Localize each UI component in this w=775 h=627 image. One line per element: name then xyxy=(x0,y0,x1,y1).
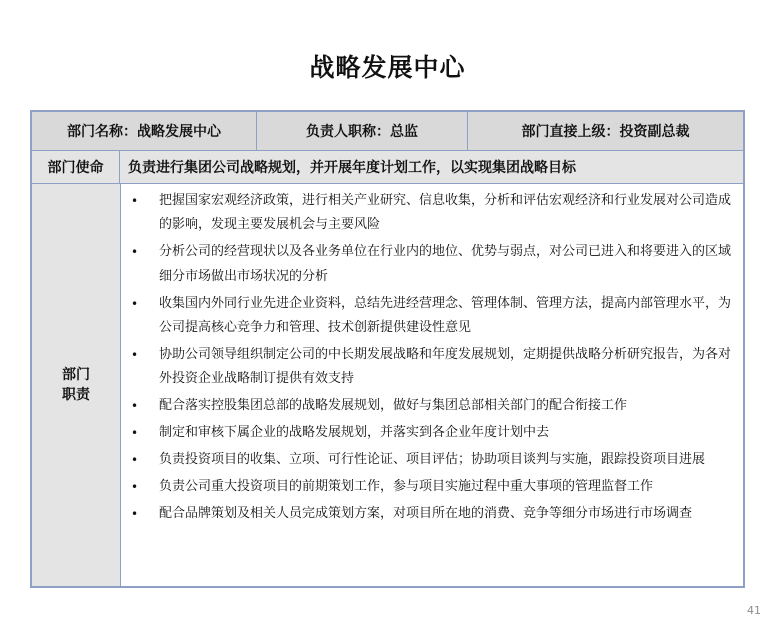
bullet-icon: • xyxy=(131,347,139,362)
duty-text: 配合落实控股集团总部的战略发展规划，做好与集团总部相关部门的配合衔接工作 xyxy=(159,398,628,414)
duty-text: 配合品牌策划及相关人员完成策划方案，对项目所在地的消费、竞争等细分市场进行市场调查 xyxy=(159,505,693,521)
bullet-icon: • xyxy=(131,245,139,260)
bullet-icon: • xyxy=(131,506,139,521)
list-item xyxy=(129,343,739,392)
list-item xyxy=(129,448,739,472)
duty-text: 把握国家宏观经济政策，进行相关产业研究、信息收集，分析和评估宏观经济和行业发展对公司造成的影响，发现主要发展机会与主要风险 xyxy=(159,193,732,233)
duty-text: 分析公司的经营现状以及各业务单位在行业内的地位、优势与弱点，对公司已进入和将要进入的区域细分市场做出市场状况的分析 xyxy=(159,244,732,284)
department-table xyxy=(30,110,745,588)
bullet-icon: • xyxy=(131,399,139,414)
bullet-icon: • xyxy=(131,453,139,468)
bullet-icon: • xyxy=(131,479,139,494)
header-row xyxy=(32,112,743,151)
bullet-icon: • xyxy=(131,194,139,208)
duties-label-line2: 职责 xyxy=(62,387,90,403)
list-item xyxy=(129,189,739,238)
department-name-cell: 部门名称：战略发展中心 xyxy=(67,124,221,140)
bullet-icon: • xyxy=(131,296,139,311)
list-item xyxy=(129,240,739,289)
head-title-cell: 负责人职称：总监 xyxy=(256,112,467,150)
duties-list xyxy=(121,184,743,586)
page-title: 战略发展中心 xyxy=(309,53,466,82)
duties-label-line1: 部门 xyxy=(62,367,90,383)
mission-label: 部门使命 xyxy=(32,151,120,183)
page-number: 41 xyxy=(747,604,761,617)
duty-text: 协助公司领导组织制定公司的中长期发展战略和年度发展规划，定期提供战略分析研究报告，为各对外投资企业战略制订提供有效支持 xyxy=(159,346,732,387)
list-item xyxy=(129,394,739,418)
duties-label xyxy=(32,184,121,586)
mission-row xyxy=(32,151,743,184)
duty-text: 负责公司重大投资项目的前期策划工作，参与项目实施过程中重大事项的管理监督工作 xyxy=(159,478,654,494)
mission-text: 负责进行集团公司战略规划，并开展年度计划工作，以实现集团战略目标 xyxy=(128,160,576,176)
duty-text: 制定和审核下属企业的战略发展规划，并落实到各企业年度计划中去 xyxy=(159,425,550,441)
duties-row xyxy=(32,184,743,586)
list-item xyxy=(129,502,739,526)
duty-text: 负责投资项目的收集、立项、可行性论证、项目评估；协助项目谈判与实施，跟踪投资项目进展 xyxy=(159,452,706,468)
duty-text: 收集国内外同行业先进企业资料，总结先进经营理念、管理体制、管理方法，提高内部管理水平，为公司提高核心竞争力和管理、技术创新提供建设性意见 xyxy=(159,295,732,336)
bullet-icon: • xyxy=(131,426,139,441)
supervisor-cell: 部门直接上级：投资副总裁 xyxy=(467,112,743,150)
list-item xyxy=(129,475,739,499)
list-item xyxy=(129,421,739,445)
list-item xyxy=(129,292,739,341)
